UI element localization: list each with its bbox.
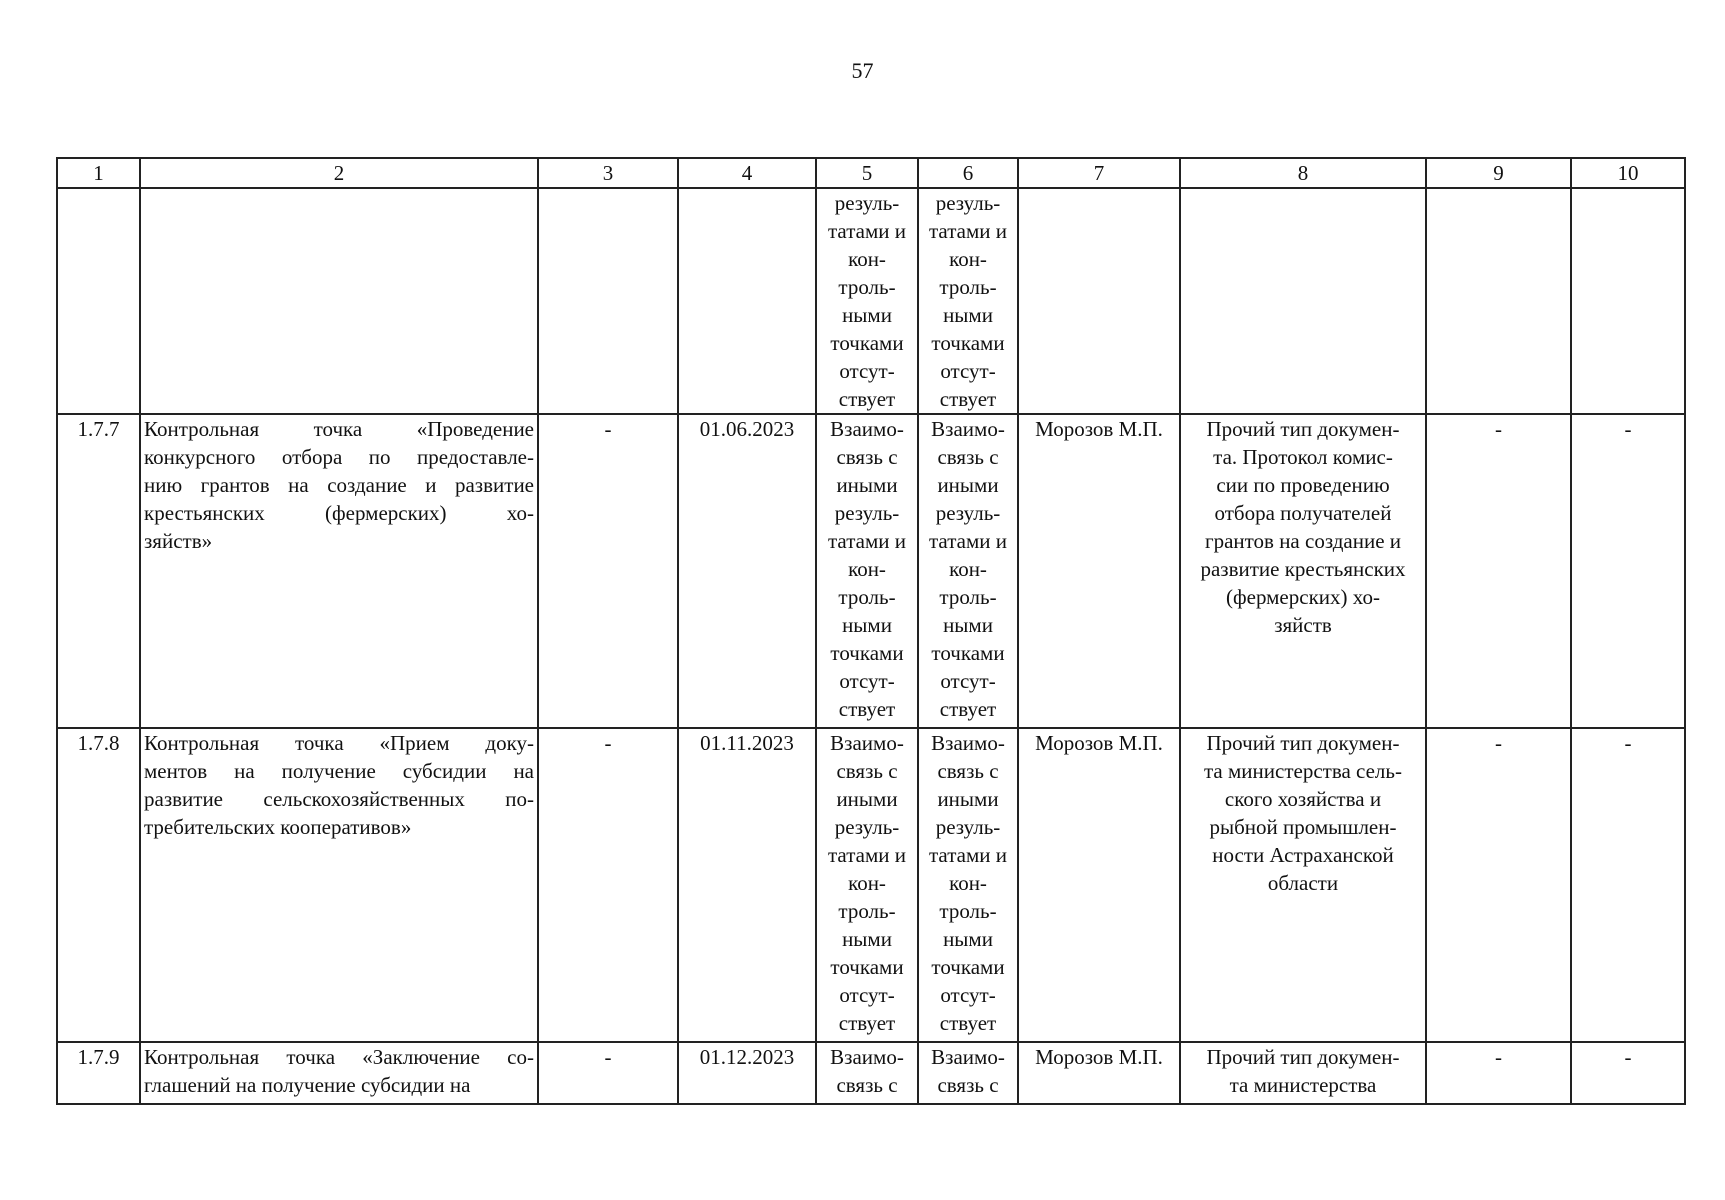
description-cell <box>140 188 538 414</box>
header-cell-3: 3 <box>538 158 678 188</box>
control-points-table <box>56 157 1686 1105</box>
cell-line: Взаимо- <box>931 1045 1005 1069</box>
cell-line: Прочий тип докумен- <box>1206 1045 1400 1069</box>
cell-line: рыбной промышлен- <box>1209 815 1397 839</box>
col10-cell: - <box>1571 728 1685 1042</box>
cell-line: Прочий тип докумен- <box>1206 417 1400 441</box>
cell-line: Взаимо- <box>931 731 1005 755</box>
cell-line: связь с <box>836 759 898 783</box>
cell-line: резуль- <box>935 501 1001 525</box>
cell-line: связь с <box>937 1073 999 1097</box>
col3-cell: - <box>538 1042 678 1104</box>
cell-line: татами и <box>828 219 906 243</box>
cell-line: связь с <box>937 759 999 783</box>
table-row <box>57 728 1685 1042</box>
cell-line: конкурсного отбора по предоставле- <box>144 445 534 469</box>
cell-line: ными <box>943 927 993 951</box>
page-number: 57 <box>851 58 874 83</box>
cell-line: татами и <box>929 843 1007 867</box>
header-cell-8: 8 <box>1180 158 1426 188</box>
relation-cell-5 <box>816 1042 918 1104</box>
cell-line: та. Протокол комис- <box>1213 445 1393 469</box>
header-cell-1: 1 <box>57 158 140 188</box>
cell-line: ности Астраханской <box>1212 843 1394 867</box>
cell-line: точками <box>830 331 904 355</box>
responsible-cell: Морозов М.П. <box>1018 728 1180 1042</box>
cell-line: резуль- <box>834 501 900 525</box>
col10-cell: - <box>1571 414 1685 728</box>
cell-line: отбора получателей <box>1214 501 1392 525</box>
cell-line: иными <box>937 473 999 497</box>
document-type-cell <box>1180 1042 1426 1104</box>
cell-line: отсут- <box>839 669 895 693</box>
cell-line: кон- <box>949 871 987 895</box>
cell-line: ствует <box>939 387 997 411</box>
cell-line: ствует <box>838 697 896 721</box>
cell-line: резуль- <box>834 191 900 215</box>
cell-line: троль- <box>939 899 997 923</box>
cell-line: точками <box>931 331 1005 355</box>
description-cell <box>140 1042 538 1104</box>
cell-line: резуль- <box>935 815 1001 839</box>
cell-line: отсут- <box>839 359 895 383</box>
cell-line: Контрольная точка «Заключение со- <box>144 1045 534 1069</box>
date-cell: 01.06.2023 <box>678 414 816 728</box>
cell-line: кон- <box>949 557 987 581</box>
row-number-cell: 1.7.9 <box>57 1042 140 1104</box>
cell-line: иными <box>937 787 999 811</box>
col9-cell: - <box>1426 414 1571 728</box>
cell-line: ского хозяйства и <box>1224 787 1382 811</box>
date-cell: 01.11.2023 <box>678 728 816 1042</box>
cell-line: отсут- <box>940 669 996 693</box>
cell-line: татами и <box>828 529 906 553</box>
header-row <box>57 158 1685 188</box>
document-type-cell <box>1180 414 1426 728</box>
row-number-cell: 1.7.8 <box>57 728 140 1042</box>
table-row <box>57 414 1685 728</box>
cell-line: кон- <box>949 247 987 271</box>
cell-line: точками <box>931 641 1005 665</box>
cell-line: развитие крестьянских <box>1200 557 1406 581</box>
cell-line: Контрольная точка «Прием доку- <box>144 731 534 755</box>
cell-line: точками <box>931 955 1005 979</box>
description-cell <box>140 728 538 1042</box>
date-cell: 01.12.2023 <box>678 1042 816 1104</box>
header-cell-4: 4 <box>678 158 816 188</box>
cell-line: троль- <box>838 275 896 299</box>
cell-line: иными <box>836 787 898 811</box>
responsible-cell <box>1018 188 1180 414</box>
cell-line: татами и <box>828 843 906 867</box>
description-cell <box>140 414 538 728</box>
col3-cell: - <box>538 728 678 1042</box>
relation-cell-5 <box>816 414 918 728</box>
relation-cell-5 <box>816 188 918 414</box>
relation-cell-6 <box>918 728 1018 1042</box>
col3-cell: - <box>538 414 678 728</box>
header-cell-2: 2 <box>140 158 538 188</box>
cell-line: троль- <box>838 585 896 609</box>
table-row <box>57 1042 1685 1104</box>
cell-line: резуль- <box>935 191 1001 215</box>
cell-line: отсут- <box>839 983 895 1007</box>
document-type-cell <box>1180 188 1426 414</box>
table-body <box>57 188 1685 1104</box>
responsible-cell: Морозов М.П. <box>1018 414 1180 728</box>
cell-line: ствует <box>939 1011 997 1035</box>
cell-line: зяйств <box>1274 613 1332 637</box>
cell-line: отсут- <box>940 983 996 1007</box>
cell-line: ствует <box>838 1011 896 1035</box>
cell-line: кон- <box>848 247 886 271</box>
cell-line: сии по проведению <box>1216 473 1390 497</box>
cell-line: ными <box>842 303 892 327</box>
date-cell <box>678 188 816 414</box>
header-cell-9: 9 <box>1426 158 1571 188</box>
cell-line: иными <box>836 473 898 497</box>
cell-line: кон- <box>848 871 886 895</box>
col10-cell: - <box>1571 1042 1685 1104</box>
table-row <box>57 188 1685 414</box>
header-cell-10: 10 <box>1571 158 1685 188</box>
cell-line: ментов на получение субсидии на <box>144 759 534 783</box>
cell-line: та министерства сель- <box>1204 759 1402 783</box>
cell-line: татами и <box>929 219 1007 243</box>
col9-cell <box>1426 188 1571 414</box>
cell-line: глашений на получение субсидии на <box>144 1073 471 1097</box>
cell-line: ствует <box>939 697 997 721</box>
relation-cell-6 <box>918 188 1018 414</box>
header-cell-7: 7 <box>1018 158 1180 188</box>
cell-line: троль- <box>939 275 997 299</box>
cell-line: связь с <box>836 445 898 469</box>
cell-line: Прочий тип докумен- <box>1206 731 1400 755</box>
header-cell-5: 5 <box>816 158 918 188</box>
col10-cell <box>1571 188 1685 414</box>
cell-line: грантов на создание и <box>1204 529 1402 553</box>
cell-line: троль- <box>838 899 896 923</box>
cell-line: ными <box>842 613 892 637</box>
cell-line: Взаимо- <box>830 417 904 441</box>
cell-line: развитие сельскохозяйственных по- <box>144 787 534 811</box>
header-cell-6: 6 <box>918 158 1018 188</box>
cell-line: (фермерских) хо- <box>1226 585 1380 609</box>
relation-cell-6 <box>918 414 1018 728</box>
col9-cell: - <box>1426 728 1571 1042</box>
cell-line: Взаимо- <box>931 417 1005 441</box>
cell-line: троль- <box>939 585 997 609</box>
cell-line: связь с <box>836 1073 898 1097</box>
document-type-cell <box>1180 728 1426 1042</box>
cell-line: ными <box>943 303 993 327</box>
relation-cell-6 <box>918 1042 1018 1104</box>
cell-line: ными <box>842 927 892 951</box>
cell-line: Контрольная точка «Проведение <box>144 417 534 441</box>
cell-line: отсут- <box>940 359 996 383</box>
cell-line: ными <box>943 613 993 637</box>
cell-line: области <box>1267 871 1339 895</box>
relation-cell-5 <box>816 728 918 1042</box>
cell-line: точками <box>830 641 904 665</box>
cell-line: требительских кооперативов» <box>144 815 412 839</box>
cell-line: кон- <box>848 557 886 581</box>
responsible-cell: Морозов М.П. <box>1018 1042 1180 1104</box>
cell-line: татами и <box>929 529 1007 553</box>
row-number-cell <box>57 188 140 414</box>
cell-line: нию грантов на создание и развитие <box>144 473 534 497</box>
cell-line: Взаимо- <box>830 1045 904 1069</box>
cell-line: точками <box>830 955 904 979</box>
cell-line: Взаимо- <box>830 731 904 755</box>
cell-line: ствует <box>838 387 896 411</box>
cell-line: крестьянских (фермерских) хо- <box>144 501 534 525</box>
cell-line: та министерства <box>1229 1073 1377 1097</box>
col9-cell: - <box>1426 1042 1571 1104</box>
cell-line: резуль- <box>834 815 900 839</box>
cell-line: связь с <box>937 445 999 469</box>
row-number-cell: 1.7.7 <box>57 414 140 728</box>
cell-line: зяйств» <box>144 529 213 553</box>
col3-cell <box>538 188 678 414</box>
